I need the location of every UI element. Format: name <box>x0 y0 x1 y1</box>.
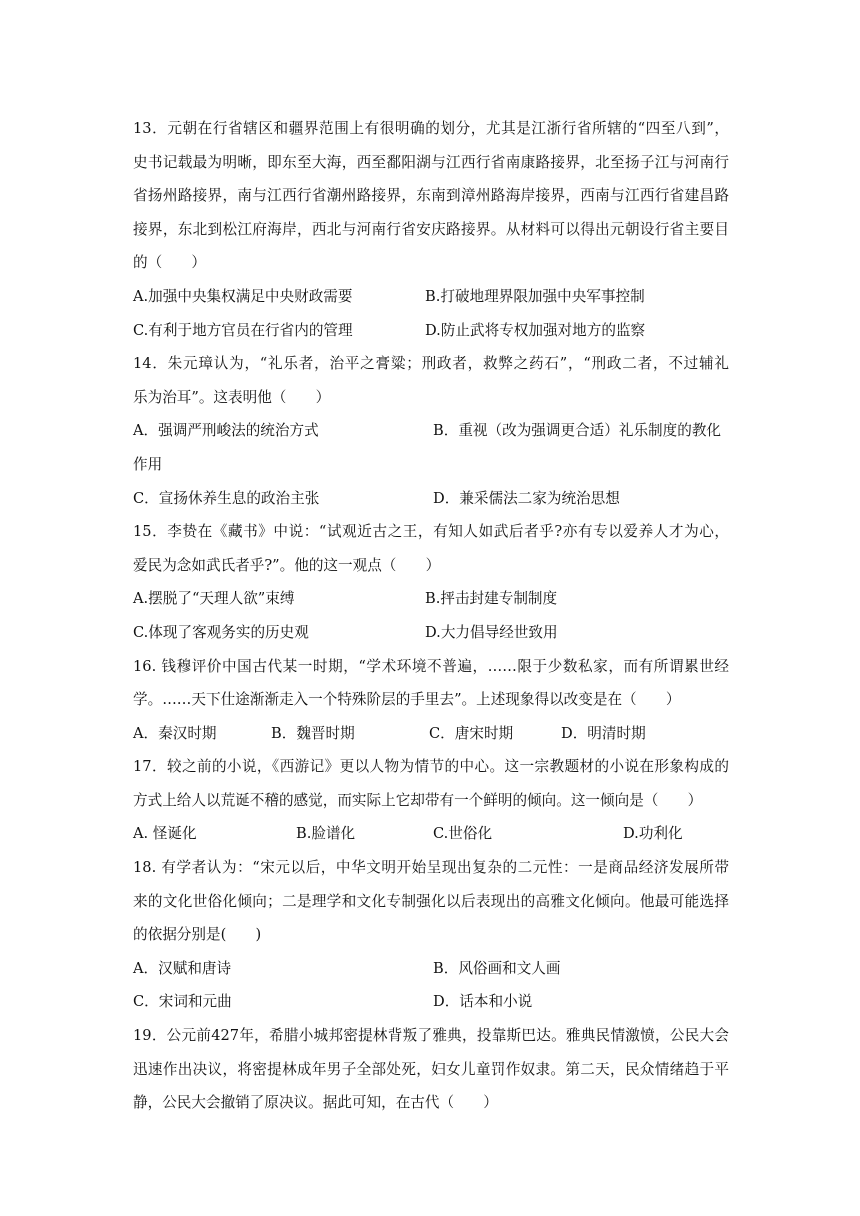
option-a: A．汉赋和唐诗 <box>133 959 232 977</box>
stem-line: 17．较之前的小说，《西游记》更以人物为情节的中心。这一宗教题材的小说在形象构成的 <box>133 758 729 776</box>
question-18-options-row <box>133 952 729 986</box>
question-14-stem <box>133 347 729 414</box>
option-b: B.打破地理界限加强中央军事控制 <box>425 287 645 305</box>
option-c: C．宣扬休养生息的政治主张 <box>133 489 320 507</box>
option-c: C．唐宋时期 <box>429 724 514 742</box>
stem-line: 爱民为念如武氏者乎?”。他的这一观点（ ） <box>133 556 441 574</box>
question-17-stem <box>133 750 729 817</box>
option-d: D．话本和小说 <box>433 993 533 1011</box>
option-a: A.加强中央集权满足中央财政需要 <box>133 287 353 305</box>
option-c: C．宋词和元曲 <box>133 993 232 1011</box>
stem-line: 接界，东北到松江府海岸，西北与河南行省安庆路接界。从材料可以得出元朝设行省主要目 <box>133 220 729 238</box>
question-18-stem <box>133 851 729 952</box>
option-c: C.有利于地方官员在行省内的管理 <box>133 321 353 339</box>
option-a: A.摆脱了“天理人欲”束缚 <box>133 590 295 608</box>
question-14-options-row <box>133 482 729 516</box>
question-17-options-row <box>133 817 729 851</box>
question-18-options-row <box>133 985 729 1019</box>
stem-line: 静，公民大会撤销了原决议。据此可知，在古代（ ） <box>133 1094 498 1112</box>
stem-line: 的依据分别是( ) <box>133 926 262 944</box>
option-b-continuation: 作用 <box>133 455 163 473</box>
question-19-stem <box>133 1019 729 1120</box>
option-b: B．魏晋时期 <box>271 724 355 742</box>
option-d: D.功利化 <box>623 825 683 843</box>
option-a: A. 怪诞化 <box>133 825 197 843</box>
question-15-options-row <box>133 582 729 616</box>
option-b: B．重视（改为强调更合适）礼乐制度的教化 <box>433 422 722 440</box>
option-c: C.体现了客观务实的历史观 <box>133 623 309 641</box>
question-list <box>133 112 729 1120</box>
option-d: D．兼采儒法二家为统治思想 <box>433 489 620 507</box>
stem-line: 史书记载最为明晰，即东至大海，西至鄱阳湖与江西行省南康路接界，北至扬子江与河南行 <box>133 153 729 171</box>
question-16-stem <box>133 650 729 717</box>
question-13-options-row <box>133 280 729 314</box>
stem-line: 学。……天下仕途渐渐走入一个特殊阶层的手里去”。上述现象得以改变是在（ ） <box>133 691 681 709</box>
option-b: B.抨击封建专制制度 <box>425 590 558 608</box>
question-15-stem <box>133 515 729 582</box>
option-b: B.脸谱化 <box>296 825 356 843</box>
stem-line: 15．李贽在《藏书》中说：“试观近古之王，有知人如武后者乎?亦有专以爱养人才为心， <box>133 523 729 541</box>
stem-line: 14．朱元璋认为，“礼乐者，治平之膏粱；刑政者，救弊之药石”，“刑政二者，不过辅礼 <box>133 355 729 373</box>
stem-line: 省扬州路接界，南与江西行省潮州路接界，东南到漳州路海岸接界，西南与江西行省建昌路 <box>133 187 729 205</box>
stem-line: 19．公元前427年，希腊小城邦密提林背叛了雅典，投靠斯巴达。雅典民情激愤，公民大会 <box>133 1027 729 1045</box>
option-a: A．强调严刑峻法的统治方式 <box>133 422 319 440</box>
stem-line: 18. 有学者认为：“宋元以后，中华文明开始呈现出复杂的二元性：一是商品经济发展所带 <box>133 859 729 877</box>
option-a: A．秦汉时期 <box>133 724 217 742</box>
option-d: D.大力倡导经世致用 <box>425 623 558 641</box>
stem-line: 迅速作出决议，将密提林成年男子全部处死，妇女儿童罚作奴隶。第二天，民众情绪趋于平 <box>133 1060 729 1078</box>
stem-line: 乐为治耳”。这表明他（ ） <box>133 388 331 406</box>
stem-line: 13．元朝在行省辖区和疆界范围上有很明确的划分，尤其是江浙行省所辖的“四至八到”， <box>133 120 729 137</box>
stem-line: 的（ ） <box>133 254 206 272</box>
question-13-stem <box>133 112 729 280</box>
question-16-options-row <box>133 717 729 751</box>
question-13-options-row <box>133 314 729 348</box>
option-d: D．明清时期 <box>561 724 646 742</box>
option-b: B．风俗画和文人画 <box>433 959 561 977</box>
option-d: D.防止武将专权加强对地方的监察 <box>425 321 646 339</box>
question-15-options-row <box>133 616 729 650</box>
option-c: C.世俗化 <box>433 825 493 843</box>
stem-line: 来的文化世俗化倾向；二是理学和文化专制强化以后表现出的高雅文化倾向。他最可能选择 <box>133 892 729 910</box>
stem-line: 16. 钱穆评价中国古代某一时期，“学术环境不普遍，……限于少数私家，而有所谓累世经 <box>133 657 729 675</box>
question-14-options-row <box>133 414 729 448</box>
stem-line: 方式上给人以荒诞不稽的感觉，而实际上它却带有一个鲜明的倾向。这一倾向是（ ） <box>133 791 703 809</box>
